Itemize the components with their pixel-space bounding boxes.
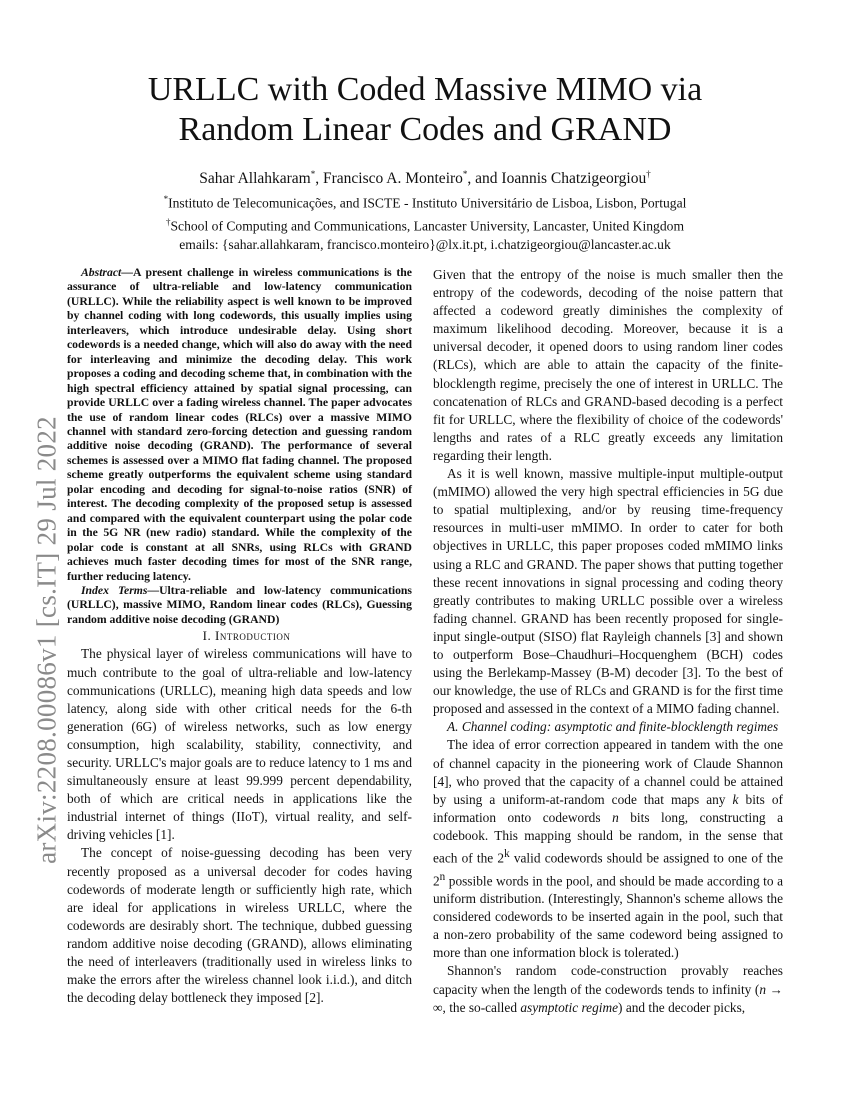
index-terms [67,584,412,627]
p4-part-a: Shannon's random code-construction provably reaches capacity when the length of the codewords tends to infinity ( [433,963,783,997]
section-heading-introduction: I. Introduction [202,628,291,644]
paper-title [0,70,850,150]
p3-part-b: bits of information onto codewords [433,791,783,825]
authors-block [0,163,850,254]
author-2-mark: * [462,169,468,179]
author-3: , and Ioannis Chatzigeorgiou [467,170,647,188]
p3-part-c: bits long, constructing a codebook. This mapping should be random, in the sense that each of the 2 [433,809,783,866]
author-2: , Francisco A. Monteiro [315,170,463,188]
p4-part-b: , the so-called [442,999,521,1015]
p3-part-d: valid codewords should be assigned to one of the 2 [433,850,783,888]
left-column [67,266,412,1007]
math-n-infinity: n → ∞ [433,981,783,1015]
right-paragraph-3 [433,736,783,962]
right-paragraph-1: Given that the entropy of the noise is much smaller then the entropy of the codewords, decoding of the noise pattern that affected a codeword greatly diminishes the complexity of maximum likelihood decoding. Moreover, because it is a universal decoder, it opened doors to using random liner codes (RLCs), which are able to attain the capacity of the finite-blocklength regime, precisely the one of interest in URLLC. The concatenation of RLCs and GRAND-based decoding is a perfect fit for URLLC, where the flexibility of choice of the codewords' lengths and rates of a RLC greatly exceeds any limitation regarding their length. [433,267,783,463]
abstract [67,266,412,584]
affiliation-1 [0,190,850,213]
index-terms-lead: Index Terms [81,583,148,597]
right-paragraph-4 [433,962,783,1016]
affiliation-2-text: School of Computing and Communications, Lancaster University, Lancaster, United Kingdom [170,218,685,234]
abstract-text: —A present challenge in wireless communications is the assurance of ultra-reliable and low-latency communication (URLLC). While the reliability aspect is well known to be improved by channel coding with long codewords, this usually implies using interleavers, which introduce undesirable delay. Using short codewords is a needed change, which will also do away with the need for interleaving and minimize the decoding delay. This work proposes a coding and decoding scheme that, in combination with the high spectral efficiency attained by spatial signal processing, can provide URLLC over a fading wireless channel. The paper advocates the use of random linear codes (RLCs) over a massive MIMO channel with standard zero-forcing detection and guessing random additive noise decoding (GRAND). The performance of several schemes is assessed over a MIMO flat fading channel. The proposed scheme greatly outperforms the equivalent scheme using standard polar encoding and decoding for signal-to-noise ratios (SNR) of interest. The decoding complexity of the proposed setup is assessed and compared with the equivalent counterpart using the polar code in the 5G NR (new radio) standard. While the complexity of the polar code is constant at all SNRs, using RLCs with GRAND achieves much faster decoding times for most of the SNR range, further reducing latency. [67,266,412,583]
asymptotic-regime-emphasis: asymptotic regime [520,999,619,1015]
affiliation-1-mark: * [163,194,169,205]
affiliation-2-mark: † [165,216,171,227]
right-column [433,266,783,1017]
author-emails: emails: {sahar.allahkaram, francisco.monteiro}@lx.it.pt, i.chatzigeorgiou@lancaster.ac.uk [179,237,671,253]
arxiv-stamp: arXiv:2208.00086v1 [cs.IT] 29 Jul 2022 [31,416,62,864]
p3-part-a: The idea of error correction appeared in tandem with the one of channel capacity in the pioneering work of Claude Shannon [4], who proved that the capacity of a channel could be attained by using a uniform-at-random code that maps any [433,737,783,807]
math-sup-n: n [439,870,446,883]
intro-paragraph-1: The physical layer of wireless communications will have to much contribute to the goal of ultra-reliable and low-latency communications (URLLC), meaning high data speeds and low latency, along side with other critical needs for the 6-th generation (6G) of wireless networks, such as low energy consumption, high scalability, stability, connectivity, and security. URLLC's major goals are to reduce latency to 1 ms and simultaneously ensure at least 99.999 percent dependability, both of which are critical needs in applications like the industrial internet of things (IIoT), virtual reality, and self-driving vehicles [1]. [67,646,412,843]
author-list [0,163,850,190]
author-1-mark: * [310,169,316,179]
author-3-mark: † [646,169,651,179]
math-n: n [612,809,619,825]
intro-paragraph-2: The concept of noise-guessing decoding has been very recently proposed as a universal decoder for codes having codewords of moderate length or sufficiently high rate, which are ideal for applications in wireless URLLC, where the codewords are desirably short. The technique, dubbed guessing random additive noise decoding (GRAND), allows eliminating the need of interleavers (traditionally used in wireless links to make the errors after the wireless channel look i.i.d.), and ditch the decoding delay bottleneck they imposed [2]. [67,845,412,1006]
affiliation-1-text: Instituto de Telecomunicações, and ISCTE - Instituto Universitário de Lisboa, Lisbon, Portugal [168,195,687,211]
title-line-2: Random Linear Codes and GRAND [178,111,672,148]
p3-part-e: possible words in the pool, and should be made according to a uniform distribution. (Interestingly, Shannon's scheme allows the considered codewords to be inserted again in the pool, such that a non-zero probability of the same codeword being assigned to more than one information block is tolerated.) [433,872,783,961]
p4-part-c: ) and the decoder picks, [618,999,746,1015]
abstract-lead: Abstract [81,266,122,279]
right-paragraph-2: As it is well known, massive multiple-input multiple-output (mMIMO) allowed the very high spectral efficiencies in 5G due to spatial multiplexing, and/or by reusing time-frequency resources in multi-user mMIMO. In order to cater for both objectives in URLLC, this paper proposes coded mMIMO links using a RLC and GRAND. The paper shows that putting together these recent innovations in signal processing and coding theory greatly contributes to making URLLC possible over a wireless fading channel. GRAND has been recently proposed for single-input single-output (SISO) flat Rayleigh channels [3] and shown to outperform Bose–Chaudhuri–Hocquenghem (BCH) codes using the Berlekamp-Massey (B-M) decoder [3]. To the best of our knowledge, the use of RLCs and GRAND is for the first time proposed and assessed in the context of a MIMO fading channel. [433,466,783,717]
math-sup-k: k [504,848,510,860]
subsection-heading-channel-coding: A. Channel coding: asymptotic and finite-blocklength regimes [447,719,779,735]
math-k: k [732,791,739,807]
index-terms-text: —Ultra-reliable and low-latency communications (URLLC), massive MIMO, Random linear codes (RLCs), Guessing random additive noise decoding (GRAND) [67,583,412,626]
author-1: Sahar Allahkaram [199,170,311,188]
title-line-1: URLLC with Coded Massive MIMO via [147,71,703,108]
affiliation-2 [0,213,850,236]
